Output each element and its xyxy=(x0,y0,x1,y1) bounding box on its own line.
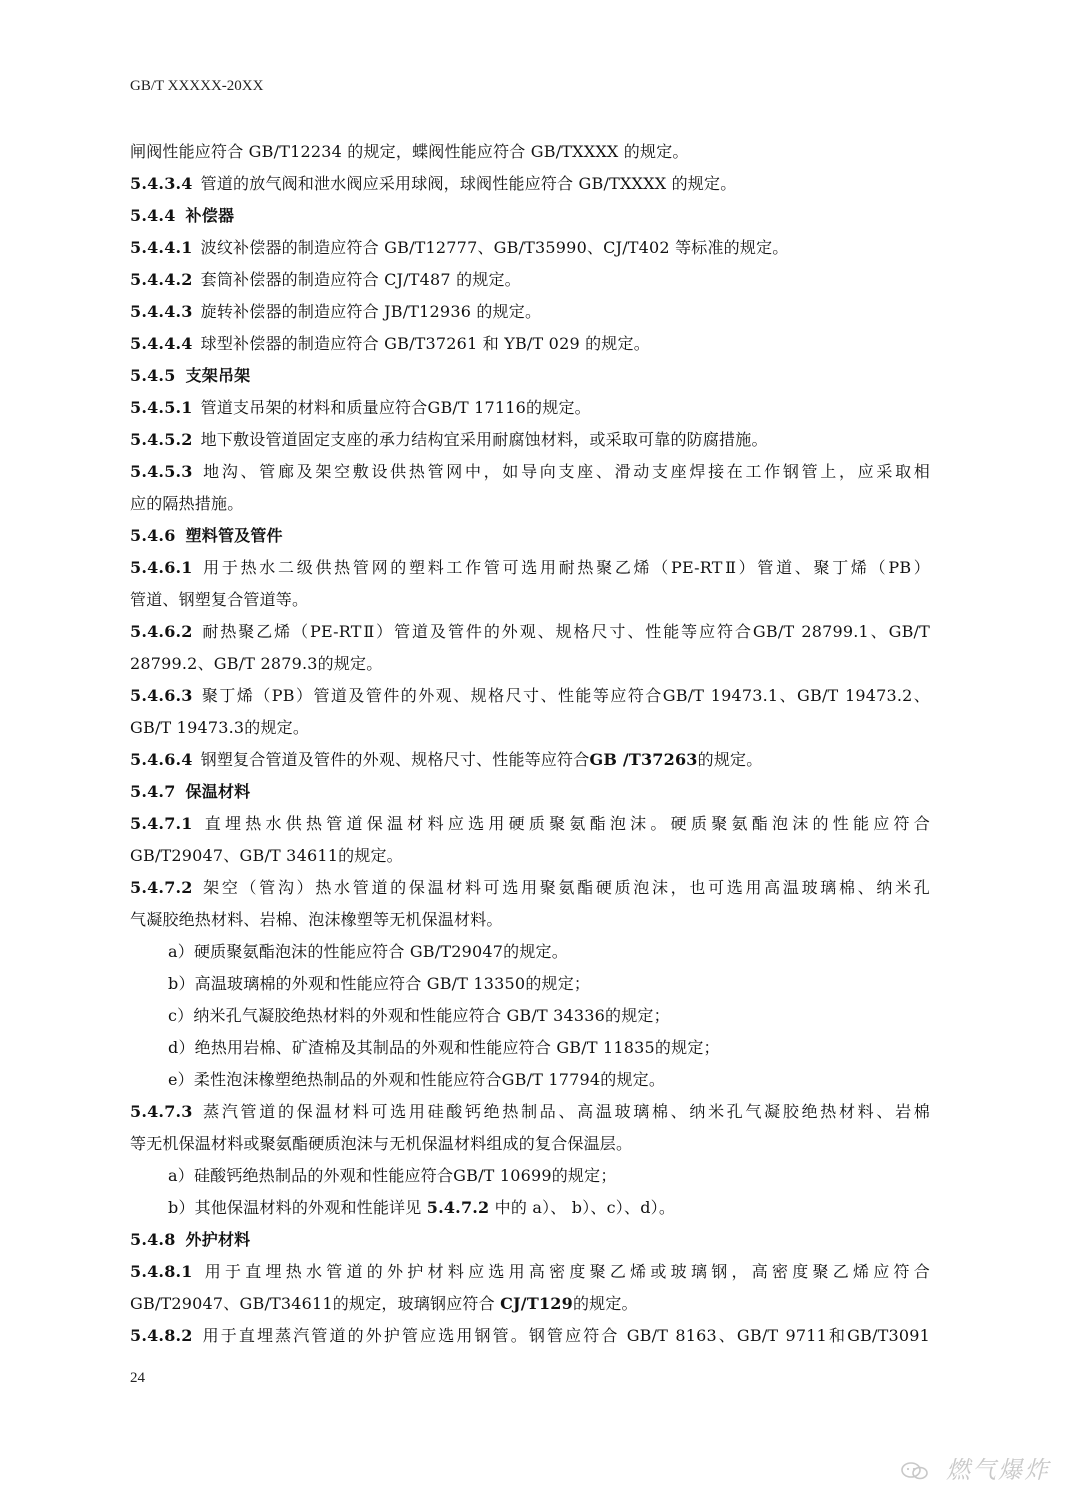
clause-text: 保温材料 xyxy=(185,782,251,801)
clause-text: 管道支吊架的材料和质量应符合GB/T 17116的规定。 xyxy=(200,398,591,417)
text-line xyxy=(130,1096,930,1128)
clause-text: 等无机保温材料或聚氨酯硬质泡沫与无机保温材料组成的复合保温层。 xyxy=(130,1134,633,1153)
clause-number: 5.4.7.1 xyxy=(130,814,193,833)
clause-text: 闸阀性能应符合 GB/T12234 的规定，蝶阀性能应符合 GB/TXXXX 的规定。 xyxy=(130,142,689,161)
clause-text: 旋转补偿器的制造应符合 JB/T12936 的规定。 xyxy=(200,302,542,321)
clause-text: 地下敷设管道固定支座的承力结构宜采用耐腐蚀材料，或采取可靠的防腐措施。 xyxy=(200,430,768,449)
clause-text-tail: 中的 a）、 b）、c）、d）。 xyxy=(489,1198,676,1217)
text-line xyxy=(130,680,930,712)
clause-text: c）纳米孔气凝胶绝热材料的外观和性能应符合 GB/T 34336的规定； xyxy=(168,1006,670,1025)
clause-number: 5.4.4 xyxy=(130,206,176,225)
text-line xyxy=(130,744,930,776)
text-line xyxy=(130,968,930,1000)
document-body xyxy=(130,136,930,1352)
clause-text: 耐热聚乙烯（PE-RTⅡ）管道及管件的外观、规格尺寸、性能等应符合GB/T 28799.1、GB/T xyxy=(200,622,930,641)
text-line xyxy=(130,936,930,968)
clause-text: 球型补偿器的制造应符合 GB/T37261 和 YB/T 029 的规定。 xyxy=(200,334,650,353)
clause-text: 架空（管沟）热水管道的保温材料可选用聚氨酯硬质泡沫，也可选用高温玻璃棉、纳米孔 xyxy=(200,878,930,897)
clause-number: 5.4.6.2 xyxy=(130,622,193,641)
clause-number: 5.4.7.2 xyxy=(130,878,193,897)
text-line xyxy=(130,808,930,840)
text-line xyxy=(130,616,930,648)
text-line xyxy=(130,392,930,424)
clause-number: 5.4.4.2 xyxy=(130,270,193,289)
clause-text: 用于直埋蒸汽管道的外护管应选用钢管。钢管应符合 GB/T 8163、GB/T 9711和GB/T3091 xyxy=(200,1326,930,1345)
bold-reference: GB /T37263 xyxy=(589,750,698,769)
clause-number: 5.4.4.1 xyxy=(130,238,193,257)
clause-text: 管道的放气阀和泄水阀应采用球阀，球阀性能应符合 GB/TXXXX 的规定。 xyxy=(200,174,737,193)
section-heading xyxy=(130,360,930,392)
clause-number: 5.4.3.4 xyxy=(130,174,193,193)
page-header: GB/T XXXXX-20XX xyxy=(130,78,264,94)
wechat-icon xyxy=(900,1461,930,1481)
clause-number: 5.4.4.4 xyxy=(130,334,193,353)
bold-reference: CJ/T129 xyxy=(500,1294,573,1313)
clause-text: 聚丁烯（PB）管道及管件的外观、规格尺寸、性能等应符合GB/T 19473.1、GB/T 19473.2、 xyxy=(200,686,930,705)
text-line xyxy=(130,840,930,872)
clause-number: 5.4.6 xyxy=(130,526,176,545)
clause-number: 5.4.5.1 xyxy=(130,398,193,417)
clause-text: a）硅酸钙绝热制品的外观和性能应符合GB/T 10699的规定； xyxy=(168,1166,617,1185)
clause-text: 应的隔热措施。 xyxy=(130,494,244,513)
text-line xyxy=(130,904,930,936)
clause-number: 5.4.4.3 xyxy=(130,302,193,321)
text-line xyxy=(130,1128,930,1160)
text-line xyxy=(130,1256,930,1288)
watermark xyxy=(900,1450,1050,1485)
text-line xyxy=(130,648,930,680)
text-line xyxy=(130,424,930,456)
text-line xyxy=(130,232,930,264)
watermark-text: 燃气爆炸 xyxy=(946,1456,1050,1484)
clause-text: 补偿器 xyxy=(185,206,235,225)
text-line xyxy=(130,264,930,296)
text-line xyxy=(130,1192,930,1224)
text-line xyxy=(130,328,930,360)
text-line xyxy=(130,488,930,520)
bold-reference: 5.4.7.2 xyxy=(426,1198,490,1217)
clause-text: 外护材料 xyxy=(185,1230,251,1249)
clause-text: 直埋热水供热管道保温材料应选用硬质聚氨酯泡沫。硬质聚氨酯泡沫的性能应符合 xyxy=(200,814,930,833)
clause-text: b）高温玻璃棉的外观和性能应符合 GB/T 13350的规定； xyxy=(168,974,591,993)
clause-text: 波纹补偿器的制造应符合 GB/T12777、GB/T35990、CJ/T402 等标准的规定。 xyxy=(200,238,789,257)
clause-text: a）硬质聚氨酯泡沫的性能应符合 GB/T29047的规定。 xyxy=(168,942,568,961)
clause-number: 5.4.5 xyxy=(130,366,176,385)
clause-number: 5.4.5.3 xyxy=(130,462,193,481)
text-line xyxy=(130,552,930,584)
text-line xyxy=(130,872,930,904)
clause-number: 5.4.6.3 xyxy=(130,686,193,705)
clause-text: b）其他保温材料的外观和性能详见 xyxy=(168,1198,427,1217)
clause-text: 钢塑复合管道及管件的外观、规格尺寸、性能等应符合 xyxy=(200,750,590,769)
clause-text: 套筒补偿器的制造应符合 CJ/T487 的规定。 xyxy=(200,270,521,289)
clause-text: 用于直埋热水管道的外护材料应选用高密度聚乙烯或玻璃钢，高密度聚乙烯应符合 xyxy=(200,1262,930,1281)
clause-text: 管道、钢塑复合管道等。 xyxy=(130,590,309,609)
clause-number: 5.4.6.1 xyxy=(130,558,193,577)
clause-text: d）绝热用岩棉、矿渣棉及其制品的外观和性能应符合 GB/T 11835的规定； xyxy=(168,1038,720,1057)
clause-text: 蒸汽管道的保温材料可选用硅酸钙绝热制品、高温玻璃棉、纳米孔气凝胶绝热材料、岩棉 xyxy=(200,1102,930,1121)
clause-text: 28799.2、GB/T 2879.3的规定。 xyxy=(130,654,383,673)
text-line xyxy=(130,168,930,200)
section-heading xyxy=(130,200,930,232)
clause-number: 5.4.8 xyxy=(130,1230,176,1249)
text-line xyxy=(130,456,930,488)
clause-number: 5.4.8.1 xyxy=(130,1262,193,1281)
clause-text: 塑料管及管件 xyxy=(185,526,283,545)
text-line xyxy=(130,136,930,168)
clause-number: 5.4.5.2 xyxy=(130,430,193,449)
clause-number: 5.4.7.3 xyxy=(130,1102,193,1121)
clause-text: GB/T29047、GB/T 34611的规定。 xyxy=(130,846,403,865)
clause-text: GB/T29047、GB/T34611的规定，玻璃钢应符合 xyxy=(130,1294,501,1313)
clause-text-tail: 的规定。 xyxy=(572,1294,638,1313)
clause-number: 5.4.6.4 xyxy=(130,750,193,769)
text-line xyxy=(130,1288,930,1320)
clause-number: 5.4.7 xyxy=(130,782,176,801)
clause-number: 5.4.8.2 xyxy=(130,1326,193,1345)
text-line xyxy=(130,1320,930,1352)
clause-text: GB/T 19473.3的规定。 xyxy=(130,718,310,737)
text-line xyxy=(130,1064,930,1096)
clause-text: 气凝胶绝热材料、岩棉、泡沫橡塑等无机保温材料。 xyxy=(130,910,503,929)
text-line xyxy=(130,296,930,328)
text-line xyxy=(130,1032,930,1064)
clause-text: e）柔性泡沫橡塑绝热制品的外观和性能应符合GB/T 17794的规定。 xyxy=(168,1070,666,1089)
clause-text-tail: 的规定。 xyxy=(697,750,763,769)
section-heading xyxy=(130,520,930,552)
page-number: 24 xyxy=(130,1370,145,1386)
section-heading xyxy=(130,1224,930,1256)
text-line xyxy=(130,1000,930,1032)
text-line xyxy=(130,584,930,616)
section-heading xyxy=(130,776,930,808)
clause-text: 用于热水二级供热管网的塑料工作管可选用耐热聚乙烯（PE-RTⅡ）管道、聚丁烯（PB） xyxy=(200,558,930,577)
clause-text: 地沟、管廊及架空敷设供热管网中，如导向支座、滑动支座焊接在工作钢管上，应采取相 xyxy=(200,462,930,481)
clause-text: 支架吊架 xyxy=(185,366,251,385)
text-line xyxy=(130,712,930,744)
text-line xyxy=(130,1160,930,1192)
